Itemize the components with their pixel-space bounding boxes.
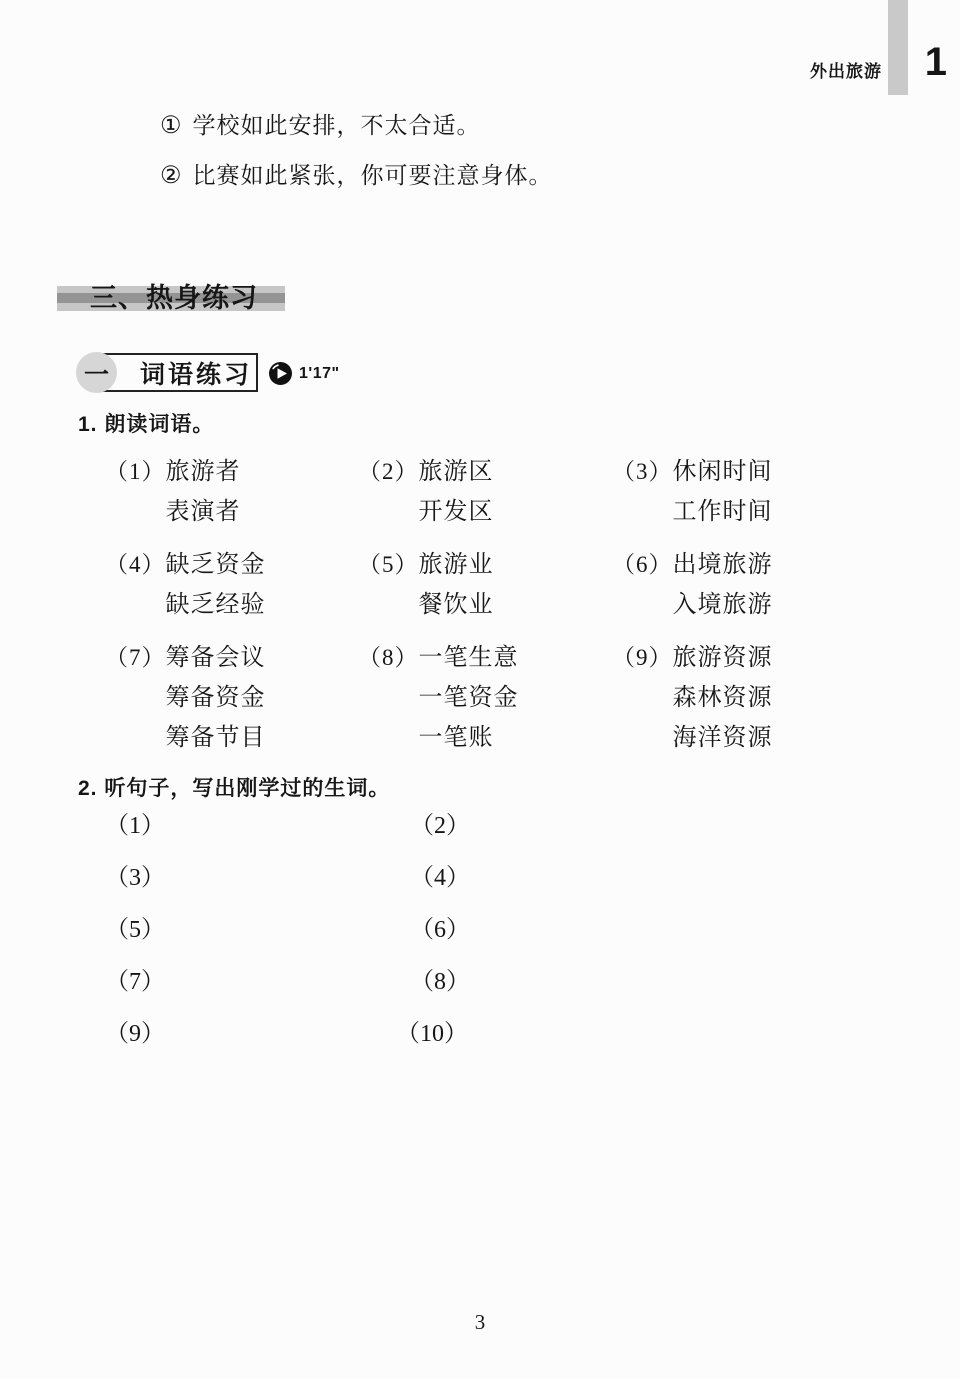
word-group-3 bbox=[612, 452, 895, 532]
word-group-8 bbox=[358, 638, 612, 758]
word-group-7 bbox=[105, 638, 358, 758]
word-item: 一笔资金 bbox=[418, 685, 519, 711]
example-number: ② bbox=[160, 163, 183, 189]
word-item: 筹备资金 bbox=[165, 685, 266, 711]
word-item: 旅游区 bbox=[418, 459, 494, 485]
word-item: 出境旅游 bbox=[672, 552, 773, 578]
blank-number-9: （9） bbox=[105, 1021, 165, 1047]
word-group-number: （2） bbox=[358, 459, 419, 484]
answer-blanks bbox=[105, 812, 630, 1048]
word-group-2 bbox=[358, 452, 612, 532]
blank-number-5: （5） bbox=[105, 917, 165, 943]
page-number: 3 bbox=[474, 1310, 486, 1334]
play-icon bbox=[269, 362, 292, 385]
audio-indicator bbox=[269, 362, 340, 385]
word-item: 筹备节目 bbox=[165, 725, 266, 751]
word-group-4 bbox=[105, 545, 358, 625]
exercise-title-box bbox=[100, 353, 258, 392]
word-group-number: （4） bbox=[105, 552, 166, 577]
word-group-1 bbox=[105, 452, 358, 532]
word-item: 工作时间 bbox=[672, 499, 773, 525]
word-group-number: （9） bbox=[612, 645, 673, 670]
word-item: 缺乏资金 bbox=[165, 552, 266, 578]
blank-number-7: （7） bbox=[105, 969, 165, 995]
word-item: 餐饮业 bbox=[418, 592, 494, 618]
word-item: 筹备会议 bbox=[165, 645, 266, 671]
task-2-heading: 2. 听句子，写出刚学过的生词。 bbox=[78, 777, 391, 800]
example-sentence bbox=[160, 162, 553, 190]
exercise-title: 词语练习 bbox=[139, 360, 252, 389]
word-item: 旅游业 bbox=[418, 552, 494, 578]
exercise-number-badge bbox=[76, 352, 117, 393]
word-item: 一笔生意 bbox=[418, 645, 519, 671]
example-number: ① bbox=[160, 113, 183, 139]
example-sentence bbox=[160, 112, 553, 140]
word-item: 开发区 bbox=[418, 499, 494, 525]
word-item: 森林资源 bbox=[672, 685, 773, 711]
word-item: 缺乏经验 bbox=[165, 592, 266, 618]
word-group-9 bbox=[612, 638, 895, 758]
chapter-number: 1 bbox=[924, 40, 947, 84]
word-item: 休闲时间 bbox=[672, 459, 773, 485]
audio-duration: 1'17" bbox=[299, 364, 340, 382]
word-group-5 bbox=[358, 545, 612, 625]
section-title: 三、热身练习 bbox=[90, 283, 258, 313]
blank-number-3: （3） bbox=[105, 865, 165, 891]
word-item: 旅游者 bbox=[165, 459, 241, 485]
word-group-6 bbox=[612, 545, 895, 625]
blank-number-8: （8） bbox=[410, 969, 470, 995]
word-group-number: （1） bbox=[105, 459, 166, 484]
word-item: 海洋资源 bbox=[672, 725, 773, 751]
word-item: 表演者 bbox=[165, 499, 241, 525]
word-group-number: （7） bbox=[105, 645, 166, 670]
chapter-tab-bar bbox=[888, 0, 908, 95]
exercise-number: 一 bbox=[83, 360, 109, 389]
word-item: 一笔账 bbox=[418, 725, 494, 751]
example-text: 学校如此安排，不太合适。 bbox=[192, 113, 481, 138]
word-item: 旅游资源 bbox=[672, 645, 773, 671]
word-item: 入境旅游 bbox=[672, 592, 773, 618]
blank-number-6: （6） bbox=[410, 917, 470, 943]
blank-number-1: （1） bbox=[105, 813, 165, 839]
example-text: 比赛如此紧张，你可要注意身体。 bbox=[192, 163, 553, 188]
blank-number-2: （2） bbox=[410, 813, 470, 839]
blank-number-4: （4） bbox=[410, 865, 470, 891]
word-group-number: （3） bbox=[612, 459, 673, 484]
blank-number-10: （10） bbox=[396, 1021, 468, 1047]
chapter-label: 外出旅游 bbox=[810, 62, 882, 81]
word-group-number: （6） bbox=[612, 552, 673, 577]
word-group-number: （5） bbox=[358, 552, 419, 577]
example-sentences bbox=[160, 112, 553, 212]
word-list bbox=[105, 452, 895, 758]
task-1-heading: 1. 朗读词语。 bbox=[78, 413, 215, 436]
word-group-number: （8） bbox=[358, 645, 419, 670]
